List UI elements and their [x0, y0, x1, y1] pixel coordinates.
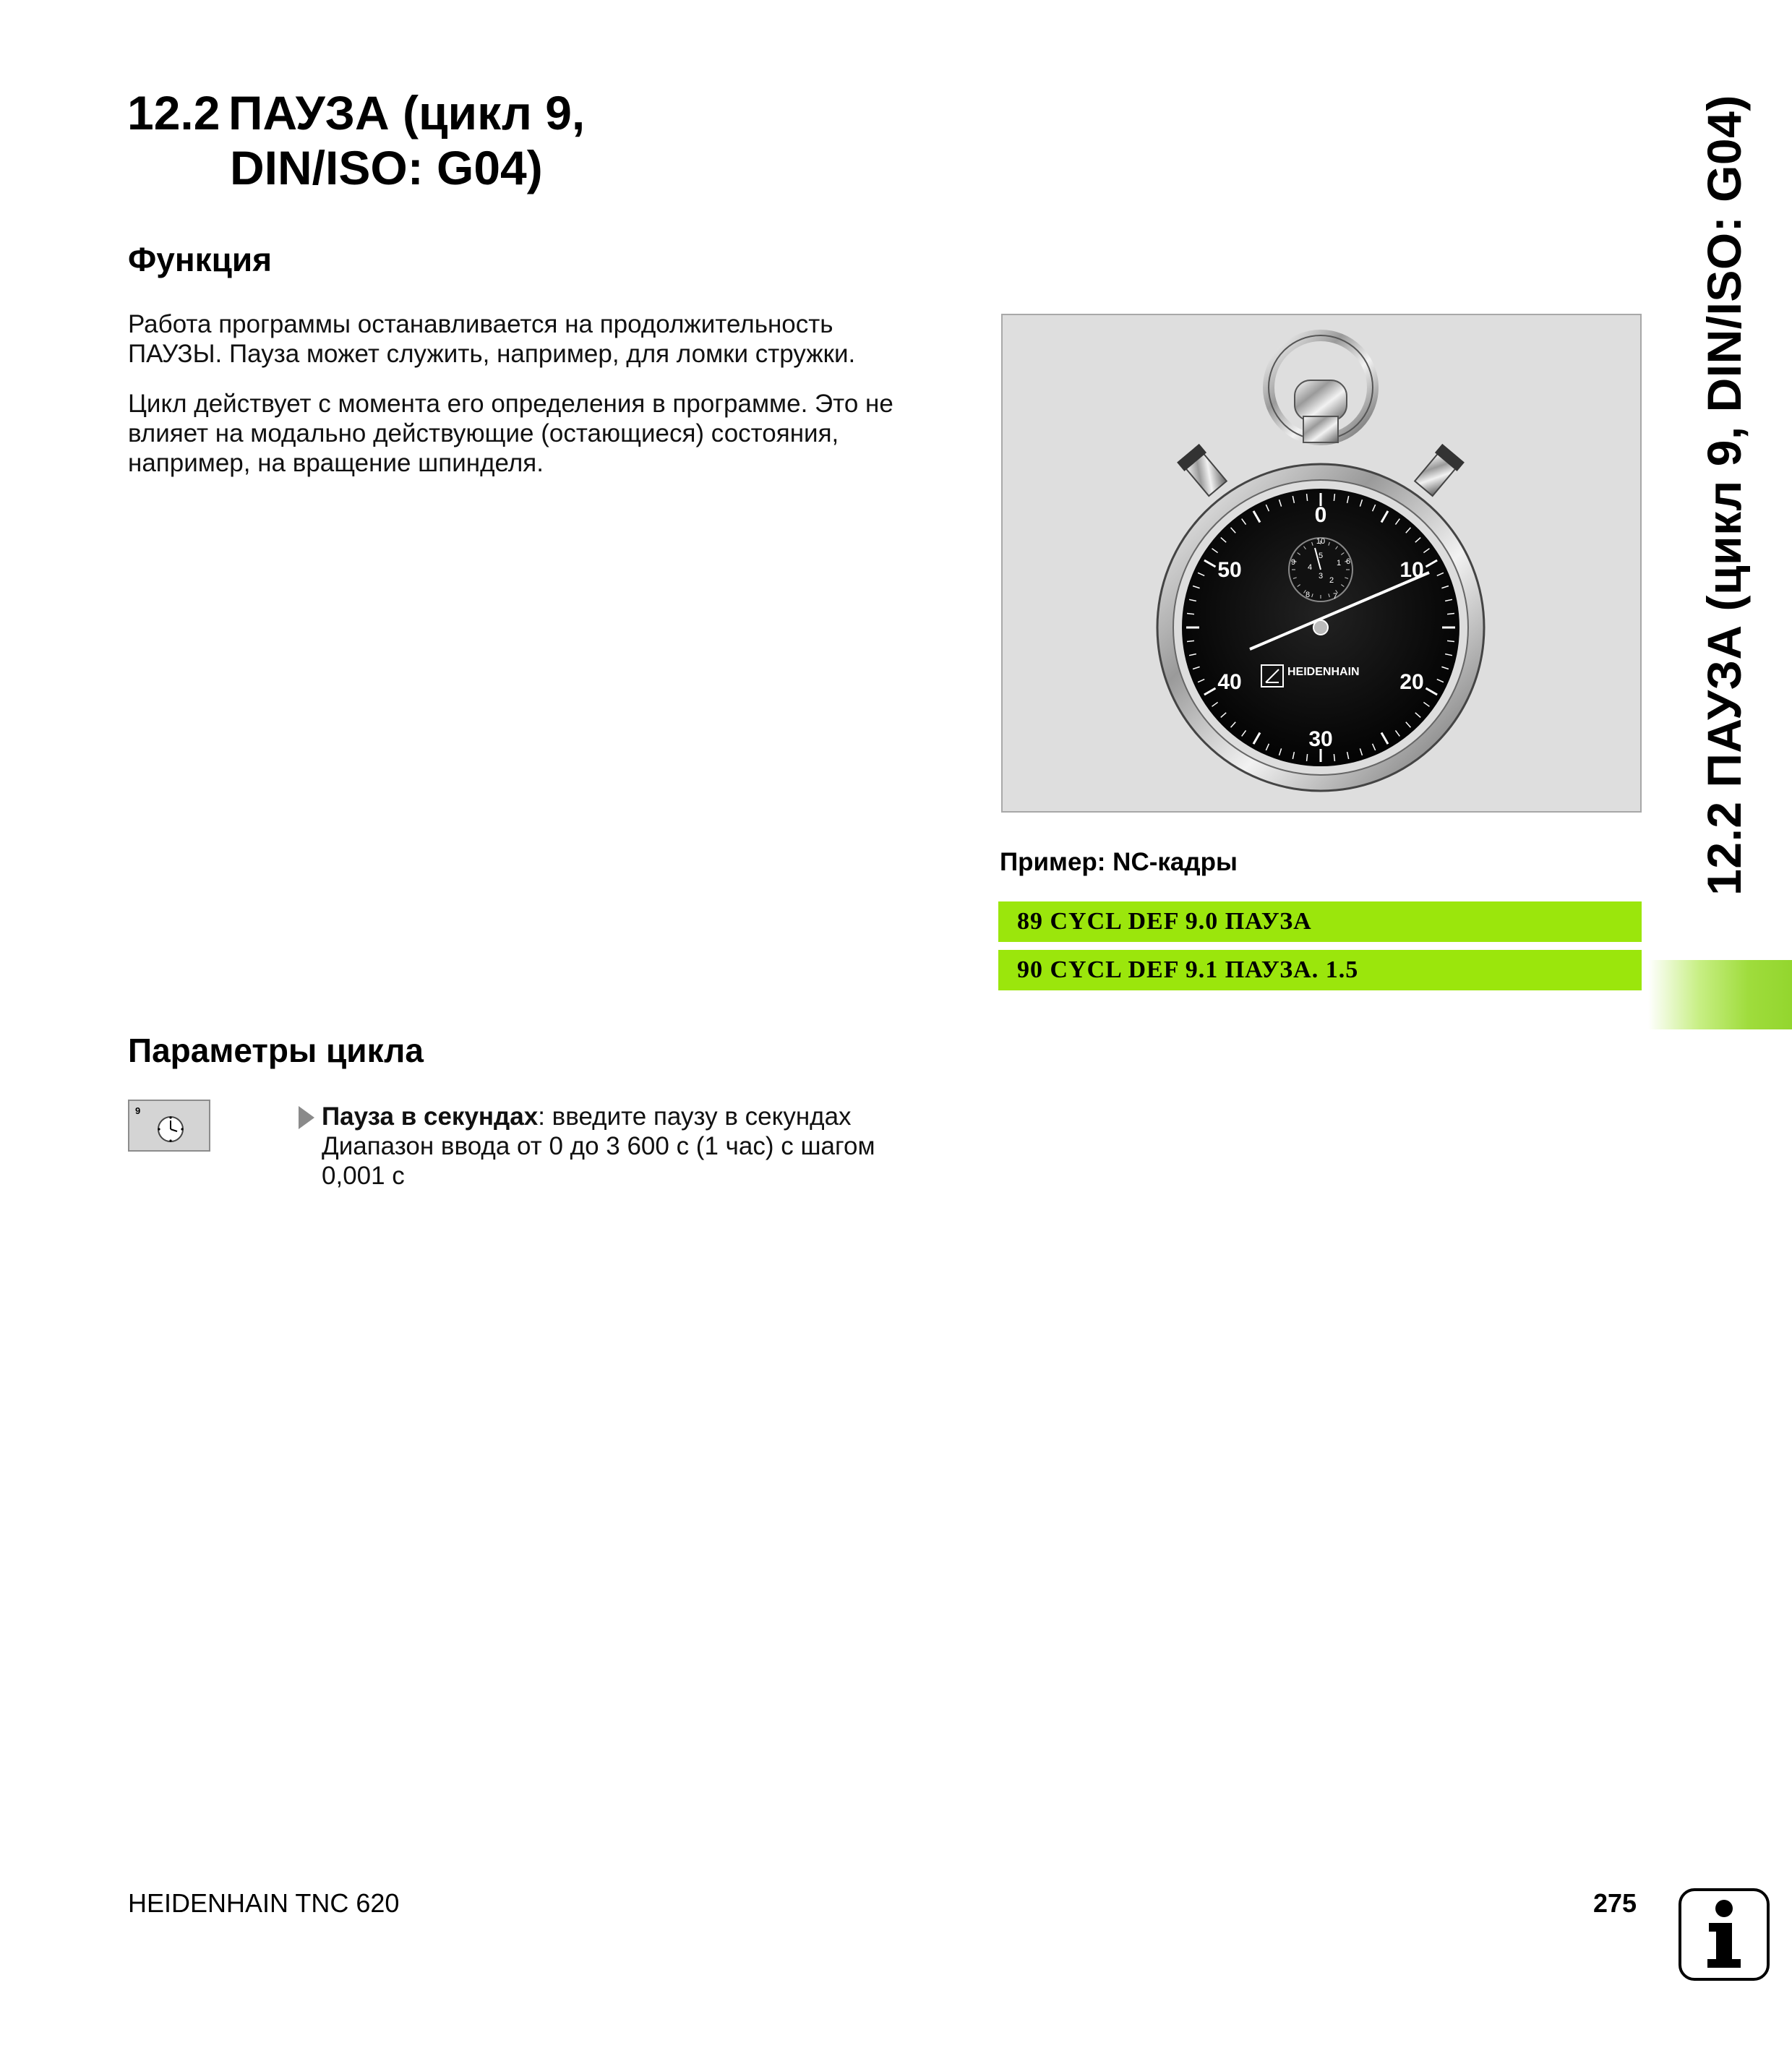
stopwatch-crown-icon [1295, 380, 1347, 421]
function-paragraph-1 [128, 309, 855, 369]
parameter-name: Пауза в секундах [322, 1102, 539, 1131]
subdial-number-3: 3 [1318, 572, 1324, 580]
parameters-heading: Параметры цикла [128, 1032, 424, 1069]
stopwatch-figure [1001, 314, 1642, 813]
subdial-number-6: 6 [1345, 557, 1351, 566]
parameter-desc: : введите паузу в секундах [538, 1102, 852, 1131]
subdial-number-10: 10 [1316, 537, 1326, 546]
dial-number-30: 30 [1308, 727, 1333, 751]
subdial-number-9: 9 [1290, 558, 1296, 567]
dial-brand: HEIDENHAIN [1287, 666, 1360, 678]
paragraph-1-line-1: Работа программы останавливается на продолжительность [128, 310, 833, 338]
subdial-number-2: 2 [1329, 576, 1334, 585]
dial-number-10: 10 [1399, 558, 1424, 582]
stopwatch-illustration [1003, 315, 1640, 811]
paragraph-2-line-3: например, на вращение шпинделя. [128, 449, 544, 477]
footer-product: HEIDENHAIN TNC 620 [128, 1888, 400, 1918]
example-label: Пример: NC-кадры [1000, 848, 1238, 876]
nc-block-line-2: 90 CYCL DEF 9.1 ПАУЗА. 1.5 [998, 950, 1642, 990]
nc-block-line-1: 89 CYCL DEF 9.0 ПАУЗА [998, 901, 1642, 942]
side-tab-title: 12.2 ПАУЗА (цикл 9, DIN/ISO: G04) [1697, 95, 1751, 896]
section-number: 12.2 [127, 86, 220, 140]
subdial-number-1: 1 [1336, 559, 1342, 567]
parameter-description [322, 1102, 875, 1191]
title-line-1: ПАУЗА (цикл 9, [228, 86, 586, 140]
triangle-bullet-icon [299, 1106, 314, 1129]
parameter-range-line-2: 0,001 с [322, 1162, 405, 1190]
dial-number-20: 20 [1399, 670, 1424, 694]
subdial-number-4: 4 [1307, 563, 1313, 572]
title-line-2: DIN/ISO: G04) [230, 141, 543, 194]
info-icon [1679, 1888, 1770, 1981]
paragraph-2-line-1: Цикл действует с момента его определения в программе. Это не [128, 390, 893, 418]
chapter-side-tab [1684, 94, 1764, 896]
subdial-number-7: 7 [1332, 592, 1338, 601]
function-paragraph-2 [128, 389, 893, 478]
dial-number-40: 40 [1217, 670, 1242, 694]
clock-icon [155, 1114, 186, 1144]
page-number: 275 [1593, 1888, 1637, 1918]
subdial-number-5: 5 [1318, 552, 1324, 560]
pusher-left-icon [1177, 444, 1229, 498]
paragraph-2-line-2: влияет на модально действующие (остающиеся) состояния, [128, 419, 839, 447]
pusher-right-icon [1412, 444, 1465, 498]
function-heading: Функция [128, 241, 273, 278]
softkey-number: 9 [135, 1105, 141, 1116]
parameter-range-line-1: Диапазон ввода от 0 до 3 600 с (1 час) с шагом [322, 1132, 875, 1160]
side-color-bar [1648, 960, 1792, 1029]
paragraph-1-line-2: ПАУЗЫ. Пауза может служить, например, для ломки стружки. [128, 340, 856, 368]
pause-cycle-softkey[interactable] [128, 1100, 210, 1152]
page-title [127, 85, 585, 195]
dial-number-0: 0 [1314, 503, 1327, 527]
dial-number-50: 50 [1217, 558, 1242, 582]
subdial-number-8: 8 [1305, 591, 1311, 599]
